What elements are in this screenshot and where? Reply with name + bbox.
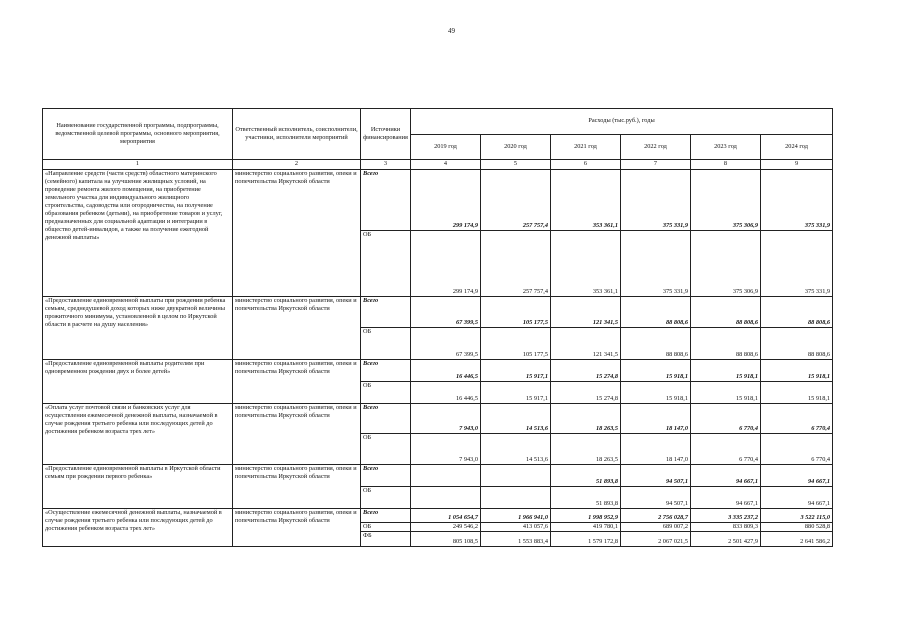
expense-value: 105 177,5 [481,328,551,360]
expense-value [481,465,551,487]
table-row [43,297,833,328]
expense-value: 15 274,8 [551,360,621,382]
page-number: 49 [448,27,455,35]
expense-value: 249 546,2 [411,523,481,532]
expense-value: 121 341,5 [551,328,621,360]
executor-name: министерство социального развития, опеки и попечительства Иркутской области [233,509,361,547]
expense-value: 375 331,9 [761,231,833,297]
table-row [43,465,833,487]
expense-value [411,465,481,487]
expense-value: 67 399,5 [411,328,481,360]
expense-value: 121 341,5 [551,297,621,328]
expense-value: 1 998 952,9 [551,509,621,523]
funding-source: ОБ [361,231,411,297]
funding-source: ОБ [361,523,411,532]
funding-source: ОБ [361,487,411,509]
funding-source: Всего [361,404,411,434]
column-number: 9 [761,160,833,170]
header-year: 2019 год [411,134,481,160]
expense-value: 88 808,6 [761,297,833,328]
expense-value: 105 177,5 [481,297,551,328]
expense-value [481,487,551,509]
column-number: 7 [621,160,691,170]
expense-value: 6 770,4 [761,404,833,434]
header-year: 2023 год [691,134,761,160]
funding-source: Всего [361,465,411,487]
expense-value: 2 501 427,9 [691,532,761,547]
activity-name: «Предоставление единовременной выплаты в Иркутской области семьям при рождении первого ребенка» [43,465,233,509]
expense-value: 2 067 021,5 [621,532,691,547]
expense-value: 299 174,9 [411,170,481,231]
column-number: 1 [43,160,233,170]
column-number: 2 [233,160,361,170]
expense-value: 18 263,5 [551,404,621,434]
header-program-name: Наименование государственной программы, подпрограммы, ведомственной целевой программы, основного мероприятия, мероприятия [43,109,233,160]
expense-value: 51 893,8 [551,487,621,509]
funding-source: Всего [361,509,411,523]
expense-value: 375 331,9 [621,231,691,297]
activity-name: «Предоставление единовременной выплаты при рождении ребенка семьям, среднедушевой доход которых ниже двукратной величины прожиточного минимума, установленной в целом по Иркутской области в расчете на душу населения» [43,297,233,360]
expense-value: 257 757,4 [481,231,551,297]
header-year: 2024 год [761,134,833,160]
expense-value: 7 943,0 [411,404,481,434]
table-row [43,509,833,523]
expense-value: 6 770,4 [691,404,761,434]
funding-source: ОБ [361,382,411,404]
expense-value: 15 917,1 [481,360,551,382]
expense-value: 257 757,4 [481,170,551,231]
expense-value: 94 507,1 [621,465,691,487]
header-year: 2020 год [481,134,551,160]
expense-value: 1 579 172,8 [551,532,621,547]
table-body [43,170,833,547]
expense-value: 6 770,4 [691,434,761,465]
expense-value: 2 756 028,7 [621,509,691,523]
expense-value: 16 446,5 [411,382,481,404]
expense-value: 15 918,1 [761,382,833,404]
expense-value: 88 808,6 [621,297,691,328]
expense-value: 1 553 883,4 [481,532,551,547]
expense-value: 7 943,0 [411,434,481,465]
executor-name: министерство социального развития, опеки и попечительства Иркутской области [233,404,361,465]
funding-source: ФБ [361,532,411,547]
expense-value: 94 667,1 [761,487,833,509]
activity-name: «Осуществление ежемесячной денежной выплаты, назначаемой в случае рождения третьего ребенка или последующих детей до достижения ребенком возраста трех лет» [43,509,233,547]
column-number: 5 [481,160,551,170]
column-number: 8 [691,160,761,170]
funding-source: Всего [361,360,411,382]
table-row [43,170,833,231]
expense-value: 88 808,6 [621,328,691,360]
executor-name: министерство социального развития, опеки и попечительства Иркутской области [233,297,361,360]
expense-value: 3 335 237,2 [691,509,761,523]
expense-value: 15 274,8 [551,382,621,404]
expense-value: 2 641 586,2 [761,532,833,547]
expense-value: 14 513,6 [481,434,551,465]
expense-value: 14 513,6 [481,404,551,434]
column-number: 4 [411,160,481,170]
executor-name: министерство социального развития, опеки и попечительства Иркутской области [233,360,361,404]
expense-value: 16 446,5 [411,360,481,382]
expense-value: 353 361,1 [551,231,621,297]
expense-value: 833 809,3 [691,523,761,532]
expense-value: 15 918,1 [691,382,761,404]
expense-value: 18 147,0 [621,434,691,465]
expense-value: 375 306,9 [691,231,761,297]
funding-source: Всего [361,297,411,328]
expense-value: 419 780,1 [551,523,621,532]
expense-value: 1 054 654,7 [411,509,481,523]
expense-value: 880 528,8 [761,523,833,532]
expense-value: 299 174,9 [411,231,481,297]
expense-value: 15 918,1 [761,360,833,382]
expense-value: 1 966 941,0 [481,509,551,523]
expense-value: 18 263,5 [551,434,621,465]
expense-value: 805 108,5 [411,532,481,547]
expense-value: 94 667,1 [691,465,761,487]
expense-value: 88 808,6 [761,328,833,360]
expense-value: 15 918,1 [621,360,691,382]
funding-source: ОБ [361,328,411,360]
funding-source: Всего [361,170,411,231]
funding-source: ОБ [361,434,411,465]
expense-value: 67 399,5 [411,297,481,328]
expense-value: 6 770,4 [761,434,833,465]
executor-name: министерство социального развития, опеки и попечительства Иркутской области [233,170,361,297]
expense-value: 88 808,6 [691,297,761,328]
expense-value [411,487,481,509]
expense-value: 413 057,6 [481,523,551,532]
activity-name: «Направление средств (части средств) областного материнского (семейного) капитала на улучшение жилищных условий, на проведение ремонта жилого помещения, на приобретение земельного участка для индивидуального жилищного строительства, садоводства или огородничества, на получение образования ребенком (детьми), на приобретение товаров и услуг, предназначенных для социальной адаптации и интеграции в общество детей-инвалидов, а также на получение ежегодной денежной выплаты» [43,170,233,297]
expense-value: 375 331,9 [761,170,833,231]
expense-value: 689 007,2 [621,523,691,532]
column-number: 3 [361,160,411,170]
header-funding-source: Источники финансирования [361,109,411,160]
activity-name: «Предоставление единовременной выплаты родителям при одновременном рождении двух и более детей» [43,360,233,404]
expense-value: 94 507,1 [621,487,691,509]
column-number: 6 [551,160,621,170]
header-year: 2022 год [621,134,691,160]
expense-value: 94 667,1 [761,465,833,487]
header-executor: Ответственный исполнитель, соисполнители, участники, исполнители мероприятий [233,109,361,160]
budget-table [42,108,833,547]
table-row [43,404,833,434]
expense-value: 88 808,6 [691,328,761,360]
expense-value: 15 918,1 [621,382,691,404]
expense-value: 375 331,9 [621,170,691,231]
expense-value: 94 667,1 [691,487,761,509]
header-expenses: Расходы (тыс.руб.), годы [411,109,833,135]
expense-value: 353 361,1 [551,170,621,231]
executor-name: министерство социального развития, опеки и попечительства Иркутской области [233,465,361,509]
expense-value: 375 306,9 [691,170,761,231]
activity-name: «Оплата услуг почтовой связи и банковских услуг для осуществления ежемесячной денежной выплаты, назначаемой в случае рождения третьего ребенка или последующих детей до достижения ребенком возраста трех лет» [43,404,233,465]
expense-value: 18 147,0 [621,404,691,434]
expense-value: 15 917,1 [481,382,551,404]
expense-value: 51 893,8 [551,465,621,487]
table-row [43,360,833,382]
header-year: 2021 год [551,134,621,160]
expense-value: 15 918,1 [691,360,761,382]
expense-value: 3 522 115,0 [761,509,833,523]
